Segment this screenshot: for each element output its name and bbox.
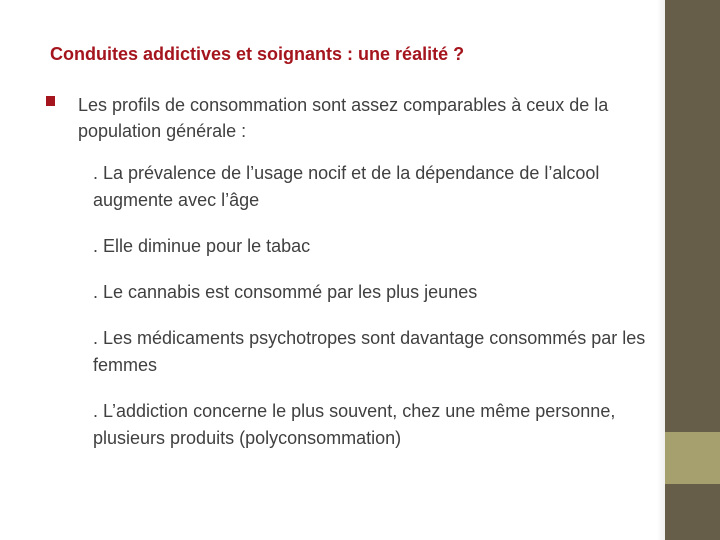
bullet-text: Les profils de consommation sont assez comparables à ceux de la population générale : — [78, 95, 609, 141]
sub-bullet-tobacco: . Elle diminue pour le tabac — [93, 236, 311, 256]
side-band-shadow — [657, 0, 665, 540]
sub-bullet-alcohol: . La prévalence de l’usage nocif et de la dépendance de l’alcool augmente avec l’âge — [93, 163, 600, 210]
side-band-accent — [665, 432, 720, 484]
sub-bullet-cannabis: . Le cannabis est consommé par les plus jeunes — [93, 282, 478, 302]
sub-bullet-list — [93, 160, 648, 471]
sub-bullet-psychotropic-drugs: . Les médicaments psychotropes sont davantage consommés par les femmes — [93, 328, 646, 375]
slide-title: Conduites addictives et soignants : une réalité ? — [50, 44, 465, 64]
square-bullet-icon — [46, 96, 55, 106]
sub-bullet-polyconsumption: . L’addiction concerne le plus souvent, chez une même personne, plusieurs produits (polyconsommation) — [93, 401, 616, 448]
